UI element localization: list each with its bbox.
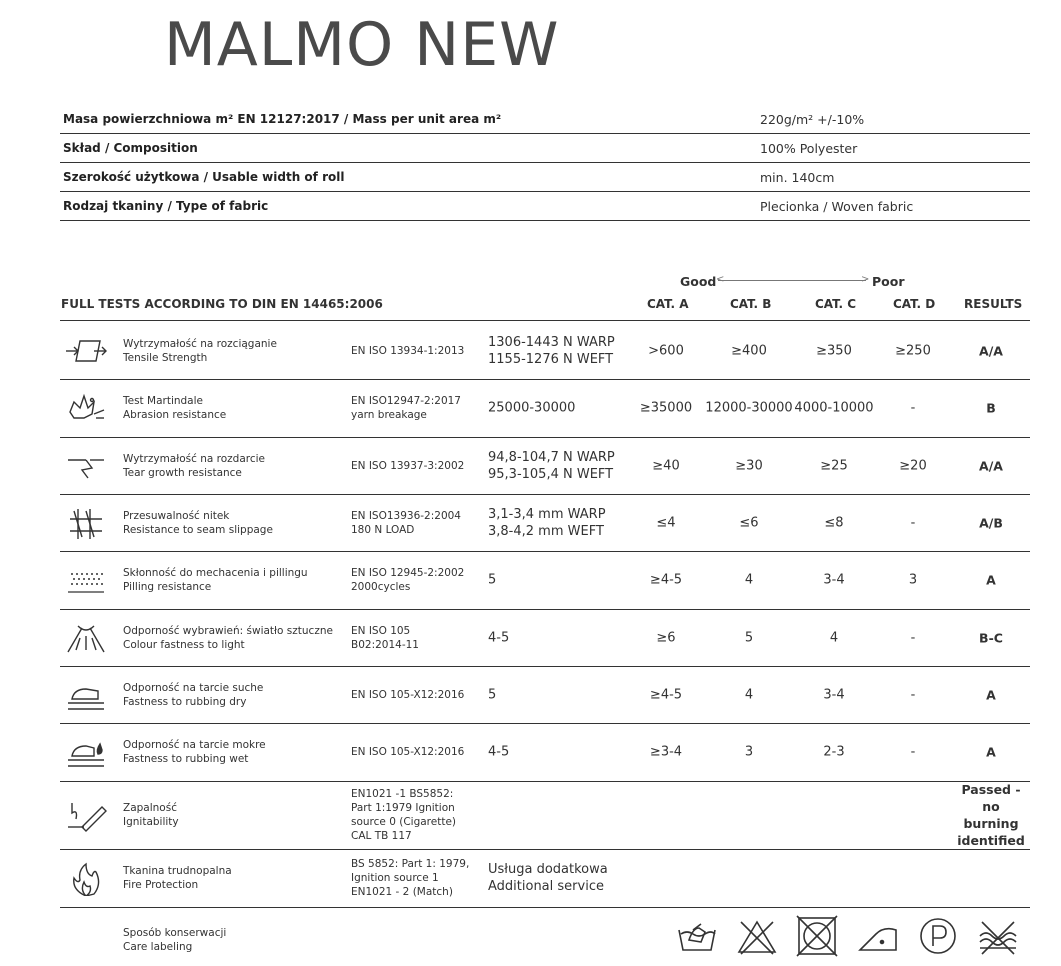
test-name <box>123 452 343 480</box>
test-name <box>123 864 343 892</box>
test-name <box>123 509 343 537</box>
spec-value: Plecionka / Woven fabric <box>760 199 914 214</box>
cat-d-value: ≥20 <box>899 458 927 473</box>
tear-icon <box>64 448 108 484</box>
test-row <box>60 781 1030 850</box>
spec-row <box>60 105 1030 134</box>
test-value <box>488 506 638 540</box>
cat-c-value: ≥350 <box>816 343 852 358</box>
test-standard-line: Part 1:1979 Ignition <box>351 802 455 814</box>
test-name-pl: Przesuwalność nitek <box>123 509 230 522</box>
test-standard <box>351 688 481 702</box>
rubbing-dry-icon <box>64 677 108 713</box>
result-line: A/A <box>979 343 1003 358</box>
spec-value: 100% Polyester <box>760 141 858 156</box>
test-value <box>488 629 638 646</box>
test-standard <box>351 459 481 473</box>
cat-c-value: 4 <box>829 630 839 645</box>
cat-c-value: 3-4 <box>823 687 845 702</box>
result-line: A/B <box>979 515 1003 530</box>
test-value-line: Additional service <box>488 879 604 894</box>
spec-row <box>60 192 1030 221</box>
cat-b-value: 4 <box>744 687 754 702</box>
test-value-line: 1306-1443 N WARP <box>488 334 615 350</box>
test-row <box>60 379 1030 438</box>
result-value <box>953 342 1029 359</box>
cat-c-value: ≥25 <box>820 458 848 473</box>
test-name <box>123 337 343 365</box>
cat-d-value: - <box>910 515 916 530</box>
test-name-en: Abrasion resistance <box>123 409 227 421</box>
cat-b-value: 5 <box>744 630 754 645</box>
test-name-pl: Tkanina trudnopalna <box>123 865 232 877</box>
care-label-pl: Sposób konserwacji <box>123 927 227 939</box>
scale-line <box>718 280 866 281</box>
test-standard-line: Ignition source 1 <box>351 872 439 884</box>
header-divider <box>60 320 1030 321</box>
test-standard-line: EN ISO12947-2:2017 <box>351 395 461 407</box>
test-value-line: 94,8-104,7 N WARP <box>488 449 615 465</box>
test-standard-line: CAL TB 117 <box>351 830 412 842</box>
cat-c-value: 2-3 <box>823 744 845 760</box>
no-wring-icon <box>976 914 1020 958</box>
spec-value: min. 140cm <box>760 170 835 185</box>
result-line: Passed - <box>961 782 1021 797</box>
test-standard-line: B02:2014-11 <box>351 638 419 651</box>
test-standard-line: EN ISO 105-X12:2016 <box>351 746 465 758</box>
cat-d-value: ≥250 <box>895 343 931 358</box>
test-name-pl: Test Martindale <box>123 395 203 407</box>
cat-a-value: ≥40 <box>652 458 680 473</box>
test-standard <box>351 745 481 759</box>
spec-label: Szerokość użytkowa / Usable width of roll <box>63 170 345 184</box>
cat-b-value: 12000-30000 <box>705 400 793 416</box>
test-name-pl: Wytrzymałość na rozdarcie <box>123 452 266 465</box>
test-standard-line: yarn breakage <box>351 409 427 421</box>
fire-icon <box>64 860 108 896</box>
result-value <box>953 744 1029 761</box>
result-line: B-C <box>979 630 1003 645</box>
result-line: A <box>986 687 996 702</box>
test-name-pl: Odporność wybrawień: światło sztuczne <box>123 624 333 637</box>
no-bleach-icon <box>735 914 779 958</box>
iron-low-icon <box>856 914 900 958</box>
test-name <box>123 801 343 829</box>
test-standard <box>351 857 481 899</box>
test-row <box>60 494 1030 552</box>
test-name <box>123 624 343 652</box>
pilling-icon <box>64 562 108 598</box>
test-value-line: 25000-30000 <box>488 400 576 416</box>
test-name <box>123 738 343 766</box>
test-name-pl: Wytrzymałość na rozciąganie <box>123 337 277 350</box>
cat-a-value: ≥6 <box>656 630 676 645</box>
cat-a-value: ≥35000 <box>639 400 693 416</box>
test-standard <box>351 344 481 358</box>
result-line: no burning <box>963 799 1019 831</box>
test-value-line: 4-5 <box>488 630 510 645</box>
result-line: A <box>986 572 996 588</box>
hand-wash-icon <box>675 914 719 958</box>
page-title: MALMO NEW <box>164 10 560 80</box>
test-standard-line: EN1021 - 2 (Match) <box>351 886 453 898</box>
test-value <box>488 686 638 703</box>
care-label <box>123 926 226 954</box>
result-line: B <box>986 400 996 416</box>
test-standard <box>351 394 481 422</box>
spec-value: 220g/m² +/-10% <box>760 112 865 127</box>
result-value <box>953 514 1029 531</box>
light-fastness-icon <box>64 620 108 656</box>
test-row <box>60 666 1030 724</box>
cat-a-value: >600 <box>648 343 684 358</box>
test-name-en: Fastness to rubbing dry <box>123 695 247 708</box>
cat-d-value: - <box>910 744 916 760</box>
test-name-en: Tensile Strength <box>123 351 208 364</box>
spec-label: Masa powierzchniowa m² EN 12127:2017 / Mass per unit area m² <box>63 112 502 126</box>
test-standard-line: EN ISO 12945-2:2002 <box>351 567 465 579</box>
result-line: A <box>986 744 996 760</box>
spec-label: Skład / Composition <box>63 141 198 155</box>
test-value-line: 95,3-105,4 N WEFT <box>488 466 614 482</box>
cat-a-value: ≥4-5 <box>649 687 683 702</box>
test-standard-line: EN1021 -1 BS5852: <box>351 788 454 800</box>
result-value <box>953 400 1029 417</box>
test-standard <box>351 624 481 652</box>
test-standard <box>351 566 481 594</box>
test-name-en: Resistance to seam slippage <box>123 523 273 536</box>
test-standard-line: 180 N LOAD <box>351 523 415 536</box>
arrow-left-icon: < <box>716 274 725 285</box>
test-standard-line: EN ISO 13934-1:2013 <box>351 344 465 357</box>
test-name-pl: Zapalność <box>123 802 177 814</box>
care-label-en: Care labeling <box>123 941 193 953</box>
care-icons <box>675 914 1020 960</box>
cat-d-value: - <box>910 630 916 645</box>
test-value-line: 3,8-4,2 mm WEFT <box>488 523 604 539</box>
test-row <box>60 551 1030 610</box>
spec-label: Rodzaj tkaniny / Type of fabric <box>63 199 269 213</box>
cat-b-value: ≥400 <box>731 343 767 358</box>
scale-good-label: Good <box>680 274 717 289</box>
result-value <box>953 457 1029 474</box>
test-standard-line: EN ISO 105 <box>351 624 411 637</box>
cat-a-value: ≥4-5 <box>649 572 683 588</box>
test-standard-line: source 0 (Cigarette) <box>351 816 457 828</box>
test-value-line: 5 <box>488 687 497 702</box>
test-name <box>123 681 343 709</box>
cat-c-value: 3-4 <box>823 572 845 588</box>
test-name-pl: Odporność na tarcie suche <box>123 681 264 694</box>
tests-title: FULL TESTS ACCORDING TO DIN EN 14465:2006 <box>61 297 383 311</box>
cat-c-value: 4000-10000 <box>794 400 874 416</box>
test-value-line: 4-5 <box>488 744 510 760</box>
test-value-line: 5 <box>488 572 497 588</box>
scale-poor-label: Poor <box>872 274 905 289</box>
seam-slippage-icon <box>64 505 108 541</box>
test-name-pl: Skłonność do mechacenia i pillingu <box>123 567 308 579</box>
test-standard <box>351 509 481 537</box>
test-value <box>488 449 638 483</box>
arrow-right-icon: > <box>861 274 870 285</box>
test-value <box>488 861 638 895</box>
test-value <box>488 400 638 417</box>
test-standard <box>351 787 481 843</box>
cat-b-value: 4 <box>744 572 754 588</box>
test-standard-line: EN ISO13936-2:2004 <box>351 509 461 522</box>
cat-a-value: ≥3-4 <box>649 744 683 760</box>
ignitability-icon <box>64 797 108 833</box>
test-row <box>60 723 1030 782</box>
cat-d-value: - <box>910 400 916 416</box>
test-row <box>60 437 1030 495</box>
cat-c-value: ≤8 <box>824 515 844 530</box>
test-name-pl: Odporność na tarcie mokre <box>123 739 266 751</box>
test-name-en: Fire Protection <box>123 879 199 891</box>
test-value <box>488 744 638 761</box>
abrasion-icon <box>64 390 108 426</box>
test-row <box>60 609 1030 667</box>
cat-a-value: ≤4 <box>656 515 676 530</box>
cat-c-header: CAT. C <box>815 297 857 311</box>
test-value <box>488 572 638 589</box>
test-name-en: Pilling resistance <box>123 581 212 593</box>
test-value-line: 1155-1276 N WEFT <box>488 351 614 367</box>
cat-b-value: ≥30 <box>735 458 763 473</box>
result-value <box>953 686 1029 703</box>
tensile-icon <box>64 333 108 369</box>
test-name-en: Colour fastness to light <box>123 638 245 651</box>
no-tumble-dry-icon <box>795 914 839 958</box>
test-name-en: Fastness to rubbing wet <box>123 753 249 765</box>
test-name-en: Ignitability <box>123 816 179 828</box>
spec-row <box>60 163 1030 192</box>
cat-d-value: 3 <box>908 572 918 588</box>
test-name <box>123 566 343 594</box>
test-name-en: Tear growth resistance <box>123 466 242 479</box>
test-standard-line: EN ISO 13937-3:2002 <box>351 459 465 472</box>
cat-b-value: ≤6 <box>739 515 759 530</box>
test-value-line: 3,1-3,4 mm WARP <box>488 506 606 522</box>
results-header: RESULTS <box>964 297 1023 311</box>
rubbing-wet-icon <box>64 734 108 770</box>
test-standard-line: EN ISO 105-X12:2016 <box>351 688 465 701</box>
cat-b-value: 3 <box>744 744 754 760</box>
result-value <box>953 781 1029 849</box>
cat-b-header: CAT. B <box>730 297 772 311</box>
result-line: A/A <box>979 458 1003 473</box>
dry-clean-p-icon <box>916 914 960 958</box>
test-standard-line: 2000cycles <box>351 581 411 593</box>
test-row <box>60 849 1030 908</box>
cat-a-header: CAT. A <box>647 297 689 311</box>
test-standard-line: BS 5852: Part 1: 1979, <box>351 858 470 870</box>
result-value <box>953 629 1029 646</box>
test-value <box>488 334 638 368</box>
test-row <box>60 322 1030 380</box>
cat-d-value: - <box>910 687 916 702</box>
cat-d-header: CAT. D <box>893 297 936 311</box>
spec-row <box>60 134 1030 163</box>
test-value-line: Usługa dodatkowa <box>488 862 608 877</box>
test-name <box>123 394 343 422</box>
result-line: identified <box>957 833 1025 848</box>
result-value <box>953 572 1029 589</box>
